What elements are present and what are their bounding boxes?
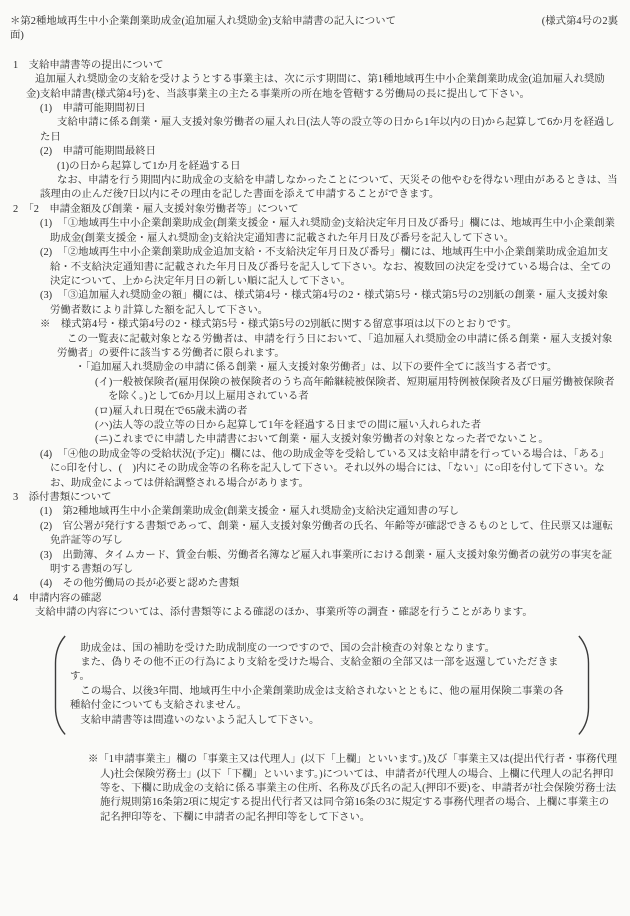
section4-body: 支給申請の内容については、添付書類等による確認のほか、事業所等の調査・確認を行うことがあります。 [35, 607, 533, 619]
section3-heading: 3 添付書類について [13, 492, 112, 503]
warning-line: この場合、以後3年間、地域再生中小企業創業助成金は支給されないとともに、他の雇用保険二事業の各種給付金についても支給されません。 [70, 685, 564, 712]
form-reference: (様式第4号の2裏 [541, 16, 618, 27]
s2-bullet: ・「追加雇入れ奨励金の申請に係る創業・雇入支援対象労働者」は、以下の要件全てに該当する者です。 [75, 362, 558, 374]
s1-item2-title: (2) 申請可能期間最終日 [40, 146, 157, 158]
s3-item1: (1) 第2種地域再生中小企業創業助成金(創業支援金・雇入れ奨励金)支給決定通知書の写し [40, 506, 460, 518]
warning-box [52, 635, 592, 735]
form-reference-wrap: 面) [10, 30, 24, 42]
warning-line: また、偽りその他不正の行為により支給を受けた場合、支給金額の全部又は一部を返還していただきます。 [70, 657, 559, 683]
s2-requirement-i: (イ)一般被保険者(雇用保険の被保険者のうち高年齢継続被保険者、短期雇用特例被保険者及び日雇労働被保険者を除く。)として6か月以上雇用されている者 [95, 376, 615, 403]
s1-item1-title: (1) 申請可能期間初日 [40, 103, 146, 115]
s1-item2-note: なお、申請を行う期間内に助成金の支給を申請しなかったことについて、天災その他やむを得ない理由があるときは、当該理由の止んだ後7日以内にその理由を記した書面を添えて申請することができます。 [40, 175, 618, 201]
section2-heading: 2 「2 申請金額及び創業・雇入支援対象労働者等」について [13, 203, 299, 215]
s1-item2-body: (1)の日から起算して1か月を経過する日 [57, 160, 241, 172]
s2-item3: (3) 「③追加雇入れ奨励金の額」欄には、様式第4号・様式第4号の2・様式第5号・様式第5号の2別紙の創業・雇入支援対象労働者数により計算した額を記入して下さい。 [40, 290, 609, 316]
s2-requirement-ro: (ロ)雇入れ日現在で65歳未満の者 [95, 405, 248, 417]
s2-item1: (1) 「①地域再生中小企業創業助成金(創業支援金・雇入れ奨励金)支給決定年月日及び番号」欄には、地域再生中小企業創業助成金(創業支援金・雇入れ奨励金)支給決定通知書に記載された年月日及び番号を記入して下さい。 [40, 218, 615, 244]
s3-item4: (4) その他労働局の長が必要と認めた書類 [40, 578, 240, 590]
s2-item4: (4) 「④他の助成金等の受給状況(予定)」欄には、他の助成金等を受給している又は支給申請を行っている場合は、「ある」に○印を付し、( )内にその助成金等の名称を記入して下さい。それ以外の場合には、「ない」に○印を付して下さい。なお、助成金によっては併給調整される場合があります。 [40, 448, 610, 489]
s2-item2: (2) 「②地域再生中小企業創業助成金追加支給・不支給決定年月日及び番号」欄には、地域再生中小企業創業助成金追加支給・不支給決定通知書に記載された年月日及び番号を記入して下さい。なお、複数回の決定を受けている場合は、全ての決定について、上から決定年月日の新しい順に記入して下さい。 [40, 247, 612, 287]
warning-line: 助成金は、国の補助を受けた助成制度の一つですので、国の会計検査の対象となります。 [80, 642, 495, 654]
box-left-bracket-icon [52, 635, 66, 735]
warning-line: 支給申請書等は間違いのないよう記入して下さい。 [80, 714, 320, 726]
s2-note: ※ 様式第4号・様式第4号の2・様式第5号・様式第5号の2別紙に関する留意事項は以下のとおりです。 [40, 319, 518, 331]
s2-requirement-ha: (ハ)法人等の設立等の日から起算して1年を経過する日までの間に雇い入れられた者 [95, 419, 482, 431]
s3-item3: (3) 出勤簿、タイムカード、賃金台帳、労働者名簿など雇入れ事業所における創業・雇入支援対象労働者の就労の事実を証明する書類の写し [40, 549, 613, 576]
s1-item1-body: 支給申請に係る創業・雇入支援対象労働者の雇入れ日(法人等の設立等の日から1年以内の日)から起算して6か月を経過した日 [40, 117, 615, 143]
section1-heading: 1 支給申請書等の提出について [13, 59, 164, 71]
s3-item2: (2) 官公署が発行する書類であって、創業・雇入支援対象労働者の氏名、年齢等が確認できるものとして、住民票又は運転免許証等の写し [40, 520, 613, 547]
document-title: ＊第2種地域再生中小企業創業助成金(追加雇入れ奨励金)支給申請書の記入について [10, 16, 396, 27]
applicant-field-footnote: ※「1申請事業主」欄の「事業主又は代理人」(以下「上欄」といいます。)及び「事業主又は(提出代行者・事務代理人)社会保険労務士」(以下「下欄」といいます。)については、申請者が代理人の場合、上欄に代理人の記名押印等を、下欄に助成金の支給に係る事業主の住所、名称及び氏名の記入(押印不要)を、申請者が社会保険労務士法施行規則第16条第2項に規定する提出代行者又は同令第16条の3に規定する事務代理者の場合、上欄に事業主の記名押印等を、下欄に申請者の記名押印等をして下さい。 [88, 754, 618, 823]
s2-note-body: この一覧表に記載対象となる労働者は、申請を行う日において、「追加雇入れ奨励金の申請に係る創業・雇入支援対象労働者」の要件に該当する労働者に限られます。 [57, 333, 613, 359]
section4-heading: 4 申請内容の確認 [13, 592, 102, 604]
section1-intro: 追加雇入れ奨励金の支給を受けようとする事業主は、次に示す期間に、第1種地域再生中小企業創業助成金(追加雇入れ奨励金)支給申請書(様式第4号)を、当該事業主の主たる事業所の所在地を管轄する労働局の長に提出して下さい。 [26, 74, 605, 100]
document-header [10, 15, 618, 44]
s2-requirement-ni: (ニ)これまでに申請した申請書において創業・雇入支援対象労働者の対象となった者でないこと。 [95, 434, 549, 446]
box-right-bracket-icon [578, 635, 592, 735]
